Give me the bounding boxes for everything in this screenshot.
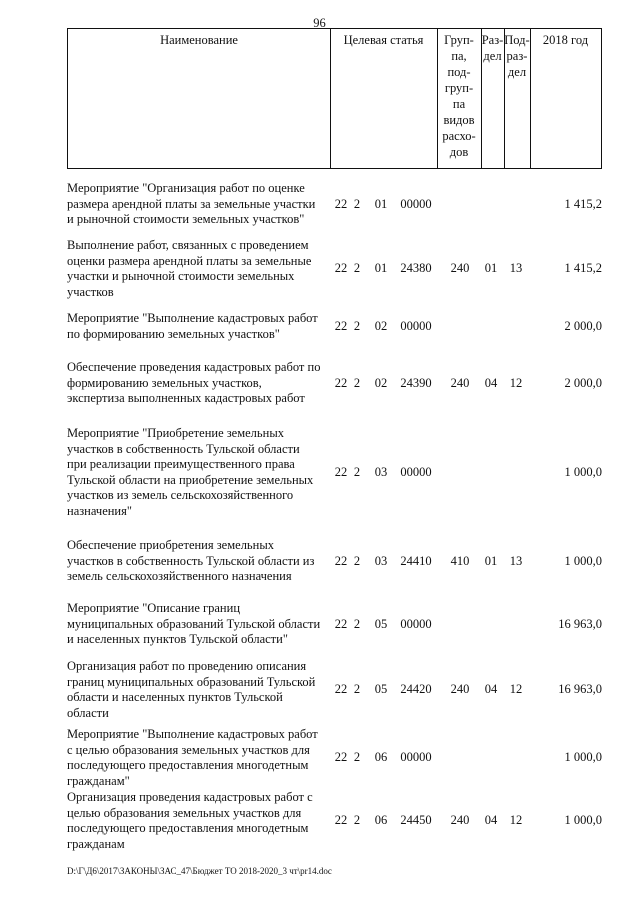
row-name-line: формированию земельных участков,: [67, 375, 262, 390]
row-name-line: гражданам: [67, 836, 125, 851]
target-article-event: 02: [374, 318, 388, 333]
table-header: [67, 28, 602, 169]
target-article-program: 22: [334, 682, 348, 697]
target-article-subprogram: 2: [353, 261, 361, 276]
target-article-direction: 24380: [400, 261, 432, 276]
target-article-subprogram: 2: [353, 616, 361, 631]
target-article-program: 22: [334, 375, 348, 390]
amount-2018: 1 415,2: [564, 261, 602, 276]
header-section: Раз- дел: [481, 33, 504, 63]
target-article-program: 22: [334, 261, 348, 276]
target-article-direction: 00000: [400, 318, 432, 333]
target-article-direction: 24410: [400, 553, 432, 568]
target-article-direction: 24390: [400, 375, 432, 390]
target-article-subprogram: 2: [353, 813, 361, 828]
row-name-line: по формированию земельных участков": [67, 326, 280, 341]
section-code: 01: [484, 553, 498, 568]
row-name-line: области и населенных пунктов Тульской: [67, 690, 283, 704]
expense-group: 240: [450, 682, 470, 697]
target-article-program: 22: [334, 813, 348, 828]
row-name-line: размера арендной платы за земельные участки: [67, 196, 316, 211]
header-group: Груп- па, под- груп- па видов расхо- дов: [442, 33, 476, 159]
row-name-line: Обеспечение приобретения земельных: [67, 538, 274, 552]
subsection-code: 13: [509, 261, 523, 276]
target-article-program: 22: [334, 196, 348, 211]
row-name-line: последующего предоставления многодетным: [67, 758, 309, 772]
row-name-line: и рыночной стоимости земельных участков": [67, 212, 305, 226]
table-row-name: [67, 181, 329, 228]
target-article-event: 01: [374, 196, 388, 211]
target-article-event: 06: [374, 813, 388, 828]
row-name-line: назначения": [67, 503, 132, 518]
target-article-program: 22: [334, 464, 348, 479]
row-name-line: последующего предоставления многодетным: [67, 821, 309, 835]
expense-group: 410: [450, 553, 470, 568]
file-path-footer: D:\Г\Д6\2017\ЗАКОНЫ\ЗАС_47\Бюджет ТО 2018-2020_3 чт\pr14.doc: [67, 866, 332, 876]
target-article-subprogram: 2: [353, 553, 361, 568]
section-code: 04: [484, 813, 498, 828]
target-article-subprogram: 2: [353, 682, 361, 697]
header-subsection: Под- раз- дел: [504, 33, 530, 79]
row-name-line: Мероприятие "Приобретение земельных: [67, 426, 284, 440]
section-code: 04: [484, 682, 498, 697]
target-article-direction: 00000: [400, 196, 432, 211]
target-article-event: 03: [374, 464, 388, 479]
table-row-name: [67, 659, 329, 721]
target-article-direction: 00000: [400, 750, 432, 765]
subsection-code: 12: [509, 375, 523, 390]
target-article-direction: 24420: [400, 682, 432, 697]
amount-2018: 1 415,2: [564, 196, 602, 211]
target-article-event: 05: [374, 682, 388, 697]
target-article-event: 06: [374, 750, 388, 765]
table-row-name: [67, 426, 329, 519]
target-article-direction: 00000: [400, 616, 432, 631]
target-article-program: 22: [334, 750, 348, 765]
amount-2018: 2 000,0: [564, 375, 602, 390]
header-divider: [330, 29, 331, 168]
subsection-code: 12: [509, 682, 523, 697]
target-article-subprogram: 2: [353, 750, 361, 765]
row-name-line: Организация работ по проведению описания: [67, 659, 307, 673]
target-article-subprogram: 2: [353, 375, 361, 390]
row-name-line: Мероприятие "Выполнение кадастровых работ: [67, 727, 318, 741]
subsection-code: 13: [509, 553, 523, 568]
row-name-line: Мероприятие "Описание границ: [67, 601, 241, 615]
amount-2018: 1 000,0: [564, 464, 602, 479]
header-target-article: Целевая статья: [343, 33, 424, 47]
table-row-name: [67, 360, 329, 407]
section-code: 04: [484, 375, 498, 390]
amount-2018: 1 000,0: [564, 750, 602, 765]
table-row-name: [67, 601, 329, 648]
row-name-line: границ муниципальных образований Тульской: [67, 674, 316, 689]
row-name-line: Тульской области на приобретение земельных: [67, 472, 314, 487]
page-number: 96: [313, 16, 326, 30]
amount-2018: 1 000,0: [564, 553, 602, 568]
target-article-direction: 00000: [400, 464, 432, 479]
table-row-name: [67, 790, 329, 852]
table-row-name: [67, 238, 329, 300]
row-name-line: при реализации преимущественного права: [67, 457, 295, 471]
row-name-line: земель сельскохозяйственного назначения: [67, 569, 292, 583]
target-article-event: 03: [374, 553, 388, 568]
target-article-event: 02: [374, 375, 388, 390]
row-name-line: Мероприятие "Организация работ по оценке: [67, 181, 305, 195]
table-row-name: [67, 727, 329, 789]
row-name-line: экспертиза выполненных кадастровых работ: [67, 391, 305, 405]
target-article-event: 05: [374, 616, 388, 631]
amount-2018: 2 000,0: [564, 318, 602, 333]
header-divider: [530, 29, 531, 168]
target-article-program: 22: [334, 318, 348, 333]
row-name-line: Обеспечение проведения кадастровых работ по: [67, 360, 321, 374]
row-name-line: гражданам": [67, 773, 130, 788]
subsection-code: 12: [509, 813, 523, 828]
amount-2018: 16 963,0: [558, 682, 602, 697]
row-name-line: участков: [67, 284, 114, 299]
row-name-line: оценки размера арендной платы за земельные: [67, 253, 312, 268]
row-name-line: и населенных пунктов Тульской области": [67, 632, 288, 646]
row-name-line: участков в собственность Тульской области из: [67, 553, 315, 568]
target-article-direction: 24450: [400, 813, 432, 828]
section-code: 01: [484, 261, 498, 276]
amount-2018: 16 963,0: [558, 616, 602, 631]
row-name-line: Мероприятие "Выполнение кадастровых работ: [67, 311, 318, 325]
amount-2018: 1 000,0: [564, 813, 602, 828]
row-name-line: области: [67, 705, 109, 720]
target-article-event: 01: [374, 261, 388, 276]
row-name-line: с целью образования земельных участков для: [67, 742, 310, 757]
row-name-line: участков в собственность Тульской области: [67, 441, 300, 456]
row-name-line: муниципальных образований Тульской области: [67, 616, 321, 631]
header-year: 2018 год: [542, 33, 589, 47]
target-article-subprogram: 2: [353, 318, 361, 333]
table-row-name: [67, 311, 329, 342]
row-name-line: целью образования земельных участков для: [67, 805, 302, 820]
expense-group: 240: [450, 813, 470, 828]
row-name-line: участки и рыночной стоимости земельных: [67, 269, 295, 283]
row-name-line: Выполнение работ, связанных с проведением: [67, 238, 309, 252]
table-row-name: [67, 538, 329, 585]
target-article-program: 22: [334, 616, 348, 631]
header-name: Наименование: [160, 33, 238, 47]
row-name-line: Организация проведения кадастровых работ с: [67, 790, 313, 804]
target-article-subprogram: 2: [353, 196, 361, 211]
expense-group: 240: [450, 261, 470, 276]
expense-group: 240: [450, 375, 470, 390]
target-article-subprogram: 2: [353, 464, 361, 479]
row-name-line: участков из земель сельскохозяйственного: [67, 488, 294, 502]
target-article-program: 22: [334, 553, 348, 568]
